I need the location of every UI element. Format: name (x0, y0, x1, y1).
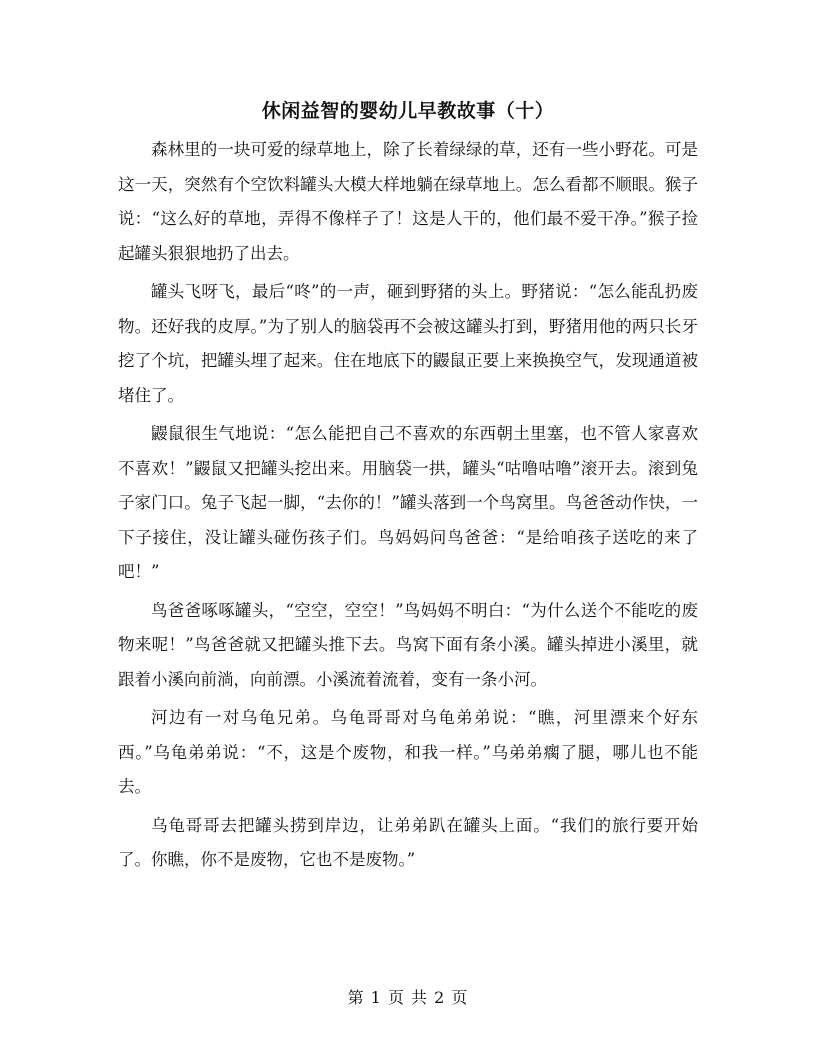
paragraph-4: 鸟爸爸啄啄罐头，“空空，空空！”鸟妈妈不明白：“为什么送个不能吃的废物来呢！”鸟爸爸就又把罐头推下去。鸟窝下面有条小溪。罐头掉进小溪里，就跟着小溪向前淌，向前漂。小溪流着流着，变有一条小河。 (118, 600, 698, 689)
paragraph-1: 森林里的一块可爱的绿草地上，除了长着绿绿的草，还有一些小野花。可是这一天，突然有个空饮料罐头大模大样地躺在绿草地上。怎么看都不顺眼。猴子说：“这么好的草地，弄得不像样子了！这是人干的，他们最不爱干净。”猴子捡起罐头狠狠地扔了出去。 (118, 140, 698, 263)
paragraph-6: 乌龟哥哥去把罐头捞到岸边，让弟弟趴在罐头上面。“我们的旅行要开始了。你瞧，你不是废物，它也不是废物。” (118, 815, 698, 869)
paragraph-2: 罐头飞呀飞，最后“咚”的一声，砸到野猪的头上。野猪说：“怎么能乱扔废物。还好我的皮厚。”为了别人的脑袋再不会被这罐头打到，野猪用他的两只长牙挖了个坑，把罐头埋了起来。住在地底下的鼹鼠正要上来换换空气，发现通道被堵住了。 (118, 282, 698, 405)
story-body (118, 133, 698, 882)
paragraph-5: 河边有一对乌龟兄弟。乌龟哥哥对乌龟弟弟说：“瞧，河里漂来个好东西。”乌龟弟弟说：“不，这是个废物，和我一样。”乌弟弟瘸了腿，哪儿也不能去。 (118, 708, 698, 796)
page-number-footer: 第 1 页 共 2 页 (347, 988, 469, 1007)
paragraph-3: 鼹鼠很生气地说：“怎么能把自己不喜欢的东西朝土里塞，也不管人家喜欢不喜欢！”鼹鼠又把罐头挖出来。用脑袋一拱，罐头“咕噜咕噜”滚开去。滚到兔子家门口。兔子飞起一脚，“去你的！”罐头落到一个鸟窝里。鸟爸爸动作快，一下子接住，没让罐头碰伤孩子们。鸟妈妈问鸟爸爸：“是给咱孩子送吃的来了吧！” (118, 424, 698, 581)
document-title: 休闲益智的婴幼儿早教故事（十） (261, 100, 555, 122)
